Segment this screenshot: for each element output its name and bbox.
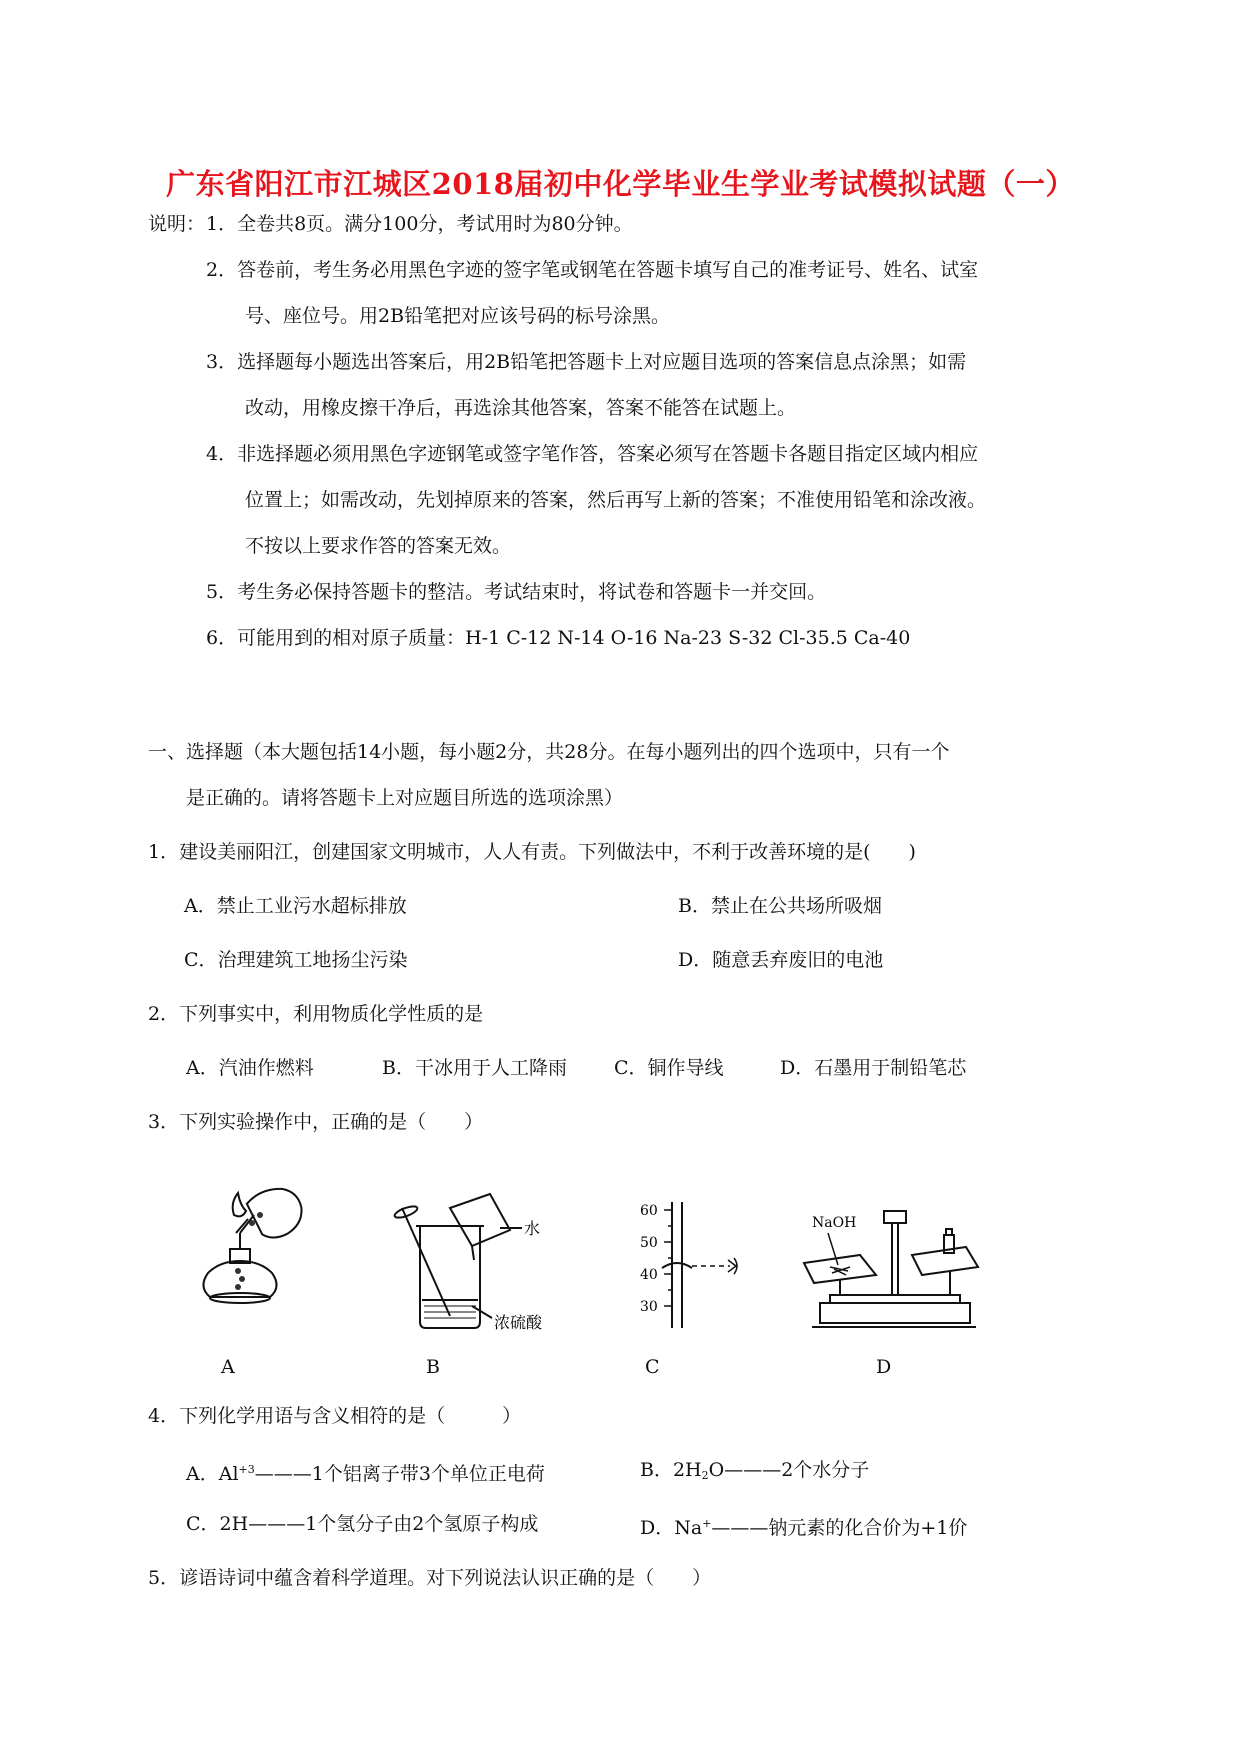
figure-label-b: B [426,1356,440,1378]
figure-c-tick-40: 40 [640,1267,658,1283]
figure-a-alcohol-lamps [190,1175,320,1325]
q4-d-superscript: + [702,1517,712,1530]
q4-b-subscript: 2 [701,1469,709,1482]
q2-option-d: D．石墨用于制铅笔芯 [780,1057,967,1079]
figure-b-diluting-acid [390,1190,560,1335]
instruction-5: 5．考生务必保持答题卡的整洁。考试结束时，将试卷和答题卡一并交回。 [206,581,827,603]
figure-b-water-label: 水 [524,1219,541,1238]
instructions-lead: 说明： [148,213,206,235]
figure-label-d: D [876,1356,892,1378]
instruction-4-line-2: 位置上；如需改动，先划掉原来的答案，然后再写上新的答案；不准使用铅笔和涂改液。 [245,489,987,511]
instruction-4-line-1: 4．非选择题必须用黑色字迹钢笔或签字笔作答，答案必须写在答题卡各题目指定区域内相应 [206,443,979,465]
figure-label-c: C [645,1356,660,1378]
q4-option-c: C．2H———1个氢分子由2个氢原子构成 [186,1513,539,1535]
q1-option-d: D．随意丢弃废旧的电池 [678,949,884,971]
instruction-3-line-2: 改动，用橡皮擦干净后，再选涂其他答案，答案不能答在试题上。 [245,397,797,419]
section-heading-line-2: 是正确的。请将答题卡上对应题目所选的选项涂黑） [186,787,624,809]
q4-a-meaning: ———1个铝离子带3个单位正电荷 [254,1463,545,1485]
q1-option-c: C．治理建筑工地扬尘污染 [184,949,408,971]
q1-stem: 1．建设美丽阳江，创建国家文明城市，人人有责。下列做法中，不利于改善环境的是( ) [148,841,916,863]
q4-b-symbol: B．2H [640,1459,702,1481]
q4-stem: 4．下列化学用语与含义相符的是（ ） [148,1405,522,1427]
figure-c-tick-60: 60 [640,1203,658,1219]
figure-d-naoh-label: NaOH [812,1215,857,1231]
q5-stem: 5．谚语诗词中蕴含着科学道理。对下列说法认识正确的是（ ） [148,1567,712,1589]
figure-c-graduated-cylinder [620,1200,750,1330]
q4-b-meaning: O———2个水分子 [708,1459,870,1481]
q4-option-d [640,1512,967,1540]
figure-b-acid-label: 浓硫酸 [494,1313,543,1332]
q2-stem: 2．下列事实中，利用物质化学性质的是 [148,1003,484,1025]
instruction-3-line-1: 3．选择题每小题选出答案后，用2B铅笔把答题卡上对应题目选项的答案信息点涂黑；如需 [206,351,967,373]
instruction-1: 1．全卷共8页。满分100分，考试用时为80分钟。 [206,213,633,235]
instruction-2-line-1: 2．答卷前，考生务必用黑色字迹的签字笔或钢笔在答题卡填写自己的准考证号、姓名、试室 [206,259,979,281]
figure-c-tick-30: 30 [640,1299,658,1315]
q1-option-a: A．禁止工业污水超标排放 [184,895,407,917]
page-title: 广东省阳江市江城区2018届初中化学毕业生学业考试模拟试题（一） [166,167,1075,201]
instruction-4-line-3: 不按以上要求作答的答案无效。 [245,535,512,557]
q4-option-a [186,1458,545,1486]
q4-d-symbol: D．Na [640,1517,703,1539]
figure-label-a: A [221,1356,235,1378]
q1-option-b: B．禁止在公共场所吸烟 [678,895,882,917]
instruction-2-line-2: 号、座位号。用2B铅笔把对应该号码的标号涂黑。 [245,305,671,327]
q2-option-c: C．铜作导线 [614,1057,724,1079]
q4-a-symbol: A．Al [186,1463,239,1485]
q4-d-meaning: ———钠元素的化合价为+1价 [711,1517,968,1539]
q3-stem: 3．下列实验操作中，正确的是（ ） [148,1111,484,1133]
q2-option-a: A．汽油作燃料 [186,1057,314,1079]
figure-d-balance [800,1195,980,1335]
q4-a-superscript: +3 [238,1463,255,1476]
q2-option-b: B．干冰用于人工降雨 [382,1057,567,1079]
instruction-6: 6．可能用到的相对原子质量：H-1 C-12 N-14 O-16 Na-23 S-32 Cl-35.5 Ca-40 [206,627,911,649]
figure-c-tick-50: 50 [640,1235,658,1251]
section-heading-line-1: 一、选择题（本大题包括14小题，每小题2分，共28分。在每小题列出的四个选项中，只有一个 [148,741,950,763]
q4-option-b [640,1458,869,1488]
